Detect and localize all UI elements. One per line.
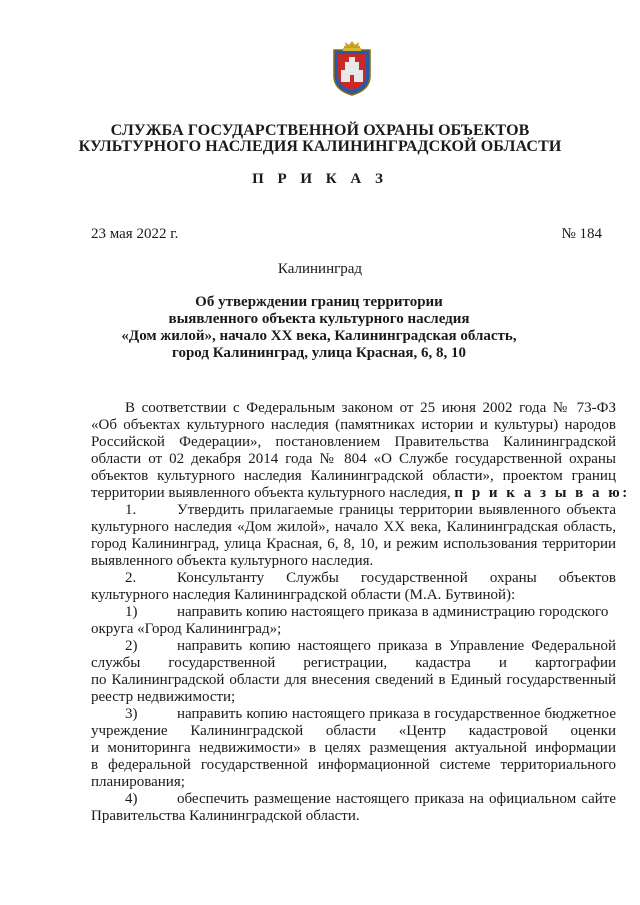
order-word: п р и к а з ы в а ю: — [454, 485, 630, 501]
body-text: направить копию настоящего приказа в Управление Федеральной — [177, 638, 616, 654]
clause-2-line — [91, 570, 616, 587]
document-type: П Р И К А З — [252, 171, 388, 187]
body-line: Правительства Калининградской области. — [91, 808, 360, 824]
body-text: обеспечить размещение настоящего приказа на официальном сайте — [177, 791, 616, 807]
document-body — [91, 400, 630, 825]
subclause-number: 2) — [125, 638, 138, 654]
body-line: В соответствии с Федеральным законом от 25 июня 2002 года № 73-ФЗ — [125, 400, 616, 416]
subject-line: «Дом жилой», начало XX века, Калининградская область, — [121, 328, 517, 344]
body-line: по Калининградской области для внесения сведений в Единый государственный — [91, 672, 616, 688]
subject-line: выявленного объекта культурного наследия — [168, 311, 470, 327]
document-city: Калининград — [277, 261, 363, 277]
body-text: направить копию настоящего приказа в государственное бюджетное — [177, 706, 616, 722]
subclause-number: 3) — [125, 706, 138, 722]
body-line: город Калининград, улица Красная, 6, 8, 10, и режим использования территории — [91, 536, 616, 552]
body-line: планирования; — [91, 774, 185, 790]
body-line: культурного наследия «Дом жилой», начало XX века, Калининградская область, — [91, 519, 616, 535]
body-text: направить копию настоящего приказа в администрацию городского — [177, 604, 609, 620]
body-line: выявленного объекта культурного наследия. — [91, 553, 374, 569]
body-line: области от 02 декабря 2014 года № 804 «О Службе государственной охраны — [91, 451, 616, 467]
body-line: объектов культурного наследия Калининградской области», проектом границ — [91, 468, 616, 484]
organization-name-line1: СЛУЖБА ГОСУДАРСТВЕННОЙ ОХРАНЫ ОБЪЕКТОВ — [110, 122, 530, 139]
document-number: № 184 — [561, 226, 602, 242]
subclause-2-line — [91, 638, 616, 655]
body-line: службы государственной регистрации, кадастра и картографии — [91, 655, 616, 671]
subject-line: Об утверждении границ территории — [195, 294, 443, 310]
subclause-number: 4) — [125, 791, 138, 807]
subclause-3-line — [91, 706, 616, 723]
body-text: Утвердить прилагаемые границы территории выявленного объекта — [177, 502, 616, 518]
body-line: округа «Город Калининград»; — [91, 621, 282, 637]
body-line: в федеральной государственной информационной системе территориального — [91, 757, 616, 773]
body-line: учреждение Калининградской области «Центр кадастровой оценки — [91, 723, 616, 739]
organization-name-line2: КУЛЬТУРНОГО НАСЛЕДИЯ КАЛИНИНГРАДСКОЙ ОБЛАСТИ — [78, 138, 562, 155]
document-date: 23 мая 2022 г. — [91, 226, 179, 242]
body-line: реестр недвижимости; — [91, 689, 236, 705]
body-line: и мониторинга недвижимости» в целях размещения актуальной информации — [91, 740, 616, 756]
body-text: Консультанту Службы государственной охраны объектов — [177, 570, 616, 586]
coat-of-arms-emblem — [331, 40, 373, 96]
body-line: «Об объектах культурного наследия (памятниках истории и культуры) народов — [91, 417, 616, 433]
body-text: территории выявленного объекта культурного наследия, — [91, 485, 451, 501]
clause-1-line — [91, 502, 616, 519]
subclause-number: 1) — [125, 604, 138, 620]
clause-number: 1. — [125, 502, 137, 518]
body-line: культурного наследия Калининградской области (М.А. Бутвиной): — [91, 587, 516, 603]
subject-line: город Калининград, улица Красная, 6, 8, 10 — [172, 345, 466, 361]
subclause-1-line — [91, 604, 616, 621]
body-line — [91, 485, 630, 502]
clause-number: 2. — [125, 570, 137, 586]
body-line: Российской Федерации», постановлением Правительства Калининградской — [91, 434, 616, 450]
document-subject — [90, 294, 548, 362]
subclause-4-line — [91, 791, 616, 808]
